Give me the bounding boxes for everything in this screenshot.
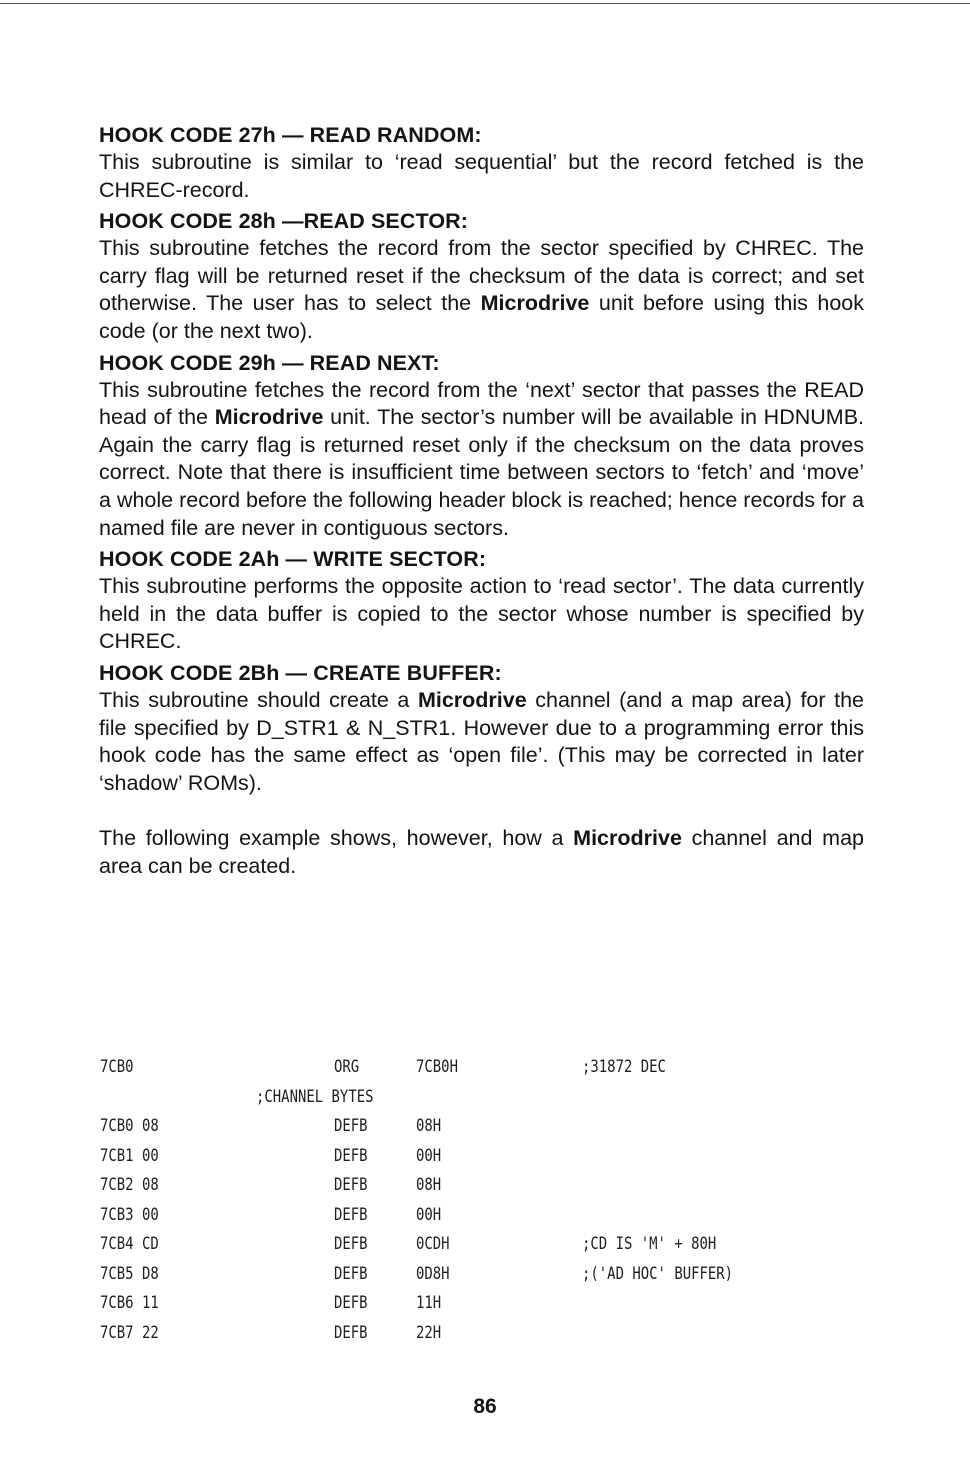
section-body — [99, 573, 864, 656]
closing-paragraph — [99, 825, 864, 880]
bold-term: Microdrive — [214, 405, 324, 430]
page-number: 86 — [473, 1395, 497, 1418]
listing-operand: 0CDH — [416, 1234, 450, 1254]
listing-operand: 7CB0H — [416, 1057, 458, 1077]
section-heading: HOOK CODE 29h — READ NEXT: — [99, 350, 440, 375]
text-run: This subroutine should create a — [99, 687, 418, 712]
top-rule — [0, 3, 970, 4]
listing-address: 7CB0 08 — [100, 1116, 159, 1136]
text-run: The following example shows, however, how a — [99, 826, 574, 851]
listing-address: 7CB3 00 — [100, 1204, 159, 1225]
listing-row — [100, 1175, 880, 1205]
listing-row — [100, 1323, 880, 1353]
listing-opcode: DEFB — [334, 1116, 368, 1136]
listing-opcode: DEFB — [334, 1322, 368, 1343]
listing-row — [100, 1146, 880, 1176]
listing-comment: ;CD IS 'M' + 80H — [582, 1234, 717, 1254]
listing-comment: ;31872 DEC — [582, 1057, 666, 1077]
listing-row — [100, 1264, 880, 1294]
listing-operand: 11H — [416, 1293, 442, 1313]
listing-address: 7CB7 22 — [100, 1322, 159, 1343]
bold-term: Microdrive — [573, 826, 682, 851]
bold-term: Microdrive — [417, 687, 527, 712]
listing-opcode: DEFB — [334, 1204, 368, 1225]
listing-address: 7CB0 — [100, 1057, 134, 1077]
listing-opcode: DEFB — [334, 1234, 368, 1254]
listing-operand: 00H — [416, 1145, 442, 1166]
section-body — [99, 377, 864, 543]
listing-opcode: DEFB — [334, 1293, 368, 1313]
listing-opcode: DEFB — [334, 1175, 368, 1195]
listing-row — [100, 1087, 880, 1117]
section-heading: HOOK CODE 2Bh — CREATE BUFFER: — [99, 660, 502, 685]
listing-comment: ;('AD HOC' BUFFER) — [582, 1263, 734, 1284]
bold-term: Microdrive — [480, 291, 590, 316]
listing-label: ;CHANNEL BYTES — [256, 1086, 374, 1107]
hook-section — [99, 208, 864, 345]
listing-row — [100, 1293, 880, 1323]
text-run: unit before using this hook code (or the next two). — [99, 291, 864, 343]
hook-section — [99, 660, 864, 797]
text-run: This subroutine performs the opposite action to ‘read sector’. The data currently held in the data buffer is copied to the sector whose number is specified by CHREC. — [99, 574, 864, 654]
listing-operand: 08H — [416, 1175, 442, 1195]
listing-address: 7CB2 08 — [100, 1175, 159, 1195]
hook-section — [99, 546, 864, 656]
listing-address: 7CB5 D8 — [100, 1263, 159, 1284]
listing-address: 7CB6 11 — [100, 1293, 159, 1313]
text-run: This subroutine fetches the record from the sector specified by CHREC. The carry flag will be returned reset if the checksum of the data is correct; and set otherwise. The user has to select the — [99, 236, 864, 316]
hook-section — [99, 350, 864, 543]
hook-code-sections — [99, 122, 864, 797]
section-heading: HOOK CODE 28h —READ SECTOR: — [99, 209, 469, 234]
listing-address: 7CB1 00 — [100, 1145, 159, 1166]
listing-row — [100, 1057, 880, 1087]
listing-operand: 00H — [416, 1204, 442, 1225]
section-heading: HOOK CODE 27h — READ RANDOM: — [99, 123, 482, 147]
text-run: unit. The sector’s number will be available in HDNUMB. Again the carry flag is returned reset only if the checksum on the data proves correct. Note that there is insufficient time between sectors to ‘fetch’ and ‘move’ a whole record before the following header block is reached; hence records for a named file are never in contiguous sectors. — [99, 405, 865, 540]
listing-operand: 0D8H — [416, 1263, 450, 1284]
section-body — [99, 149, 864, 204]
section-body — [99, 687, 864, 797]
text-run: This subroutine fetches the record from the ‘next’ sector that passes the READ head of the — [99, 377, 864, 430]
text-run: channel (and a map area) for the file specified by D_STR1 & N_STR1. However due to a programming error this hook code has the same effect as ‘open file’. (This may be corrected in later ‘shadow’ ROMs). — [99, 687, 864, 795]
assembly-listing — [100, 1057, 880, 1352]
listing-opcode: DEFB — [334, 1263, 368, 1284]
listing-row — [100, 1205, 880, 1235]
section-body — [99, 235, 864, 345]
listing-operand: 08H — [416, 1116, 442, 1136]
listing-address: 7CB4 CD — [100, 1234, 159, 1254]
section-heading: HOOK CODE 2Ah — WRITE SECTOR: — [99, 547, 487, 572]
text-run: This subroutine is similar to ‘read sequential’ but the record fetched is the CHREC-record. — [99, 150, 864, 202]
listing-row — [100, 1234, 880, 1264]
listing-opcode: DEFB — [334, 1145, 368, 1166]
text-run: channel and map area can be created. — [99, 826, 864, 878]
listing-opcode: ORG — [334, 1057, 360, 1077]
listing-row — [100, 1116, 880, 1146]
page-body — [99, 122, 864, 880]
hook-section — [99, 122, 864, 204]
listing-operand: 22H — [416, 1322, 442, 1343]
